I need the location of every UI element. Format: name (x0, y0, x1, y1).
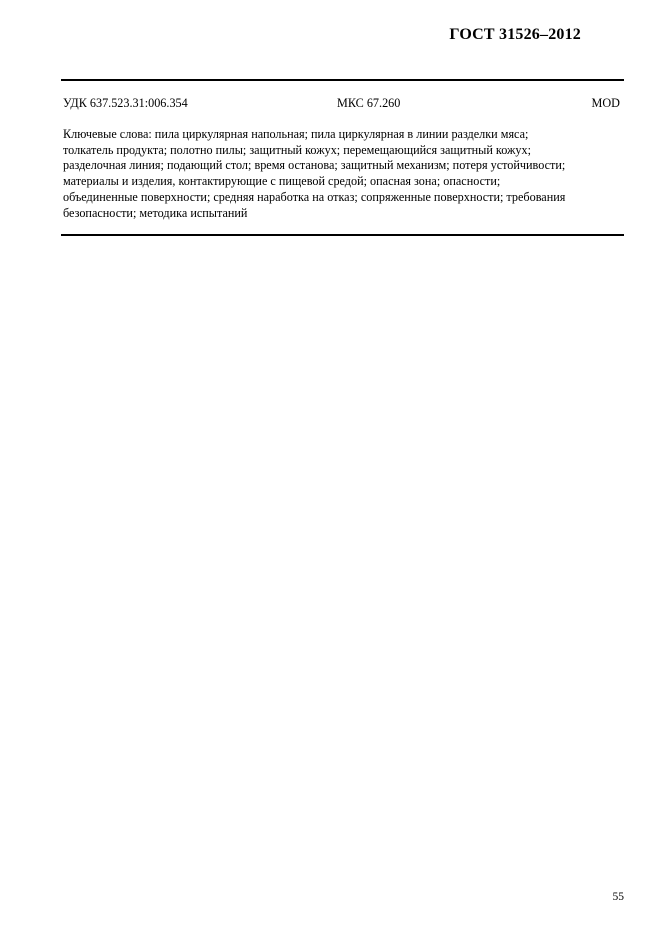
keywords-block (63, 127, 623, 221)
keywords-line: Ключевые слова: пила циркулярная напольная; пила циркулярная в линии разделки мяса; (63, 127, 529, 141)
udk-code: УДК 637.523.31:006.354 (63, 96, 188, 110)
keywords-line: разделочная линия; подающий стол; время останова; защитный механизм; потеря устойчивости; (63, 158, 566, 173)
keywords-line: толкатель продукта; полотно пилы; защитный кожух; перемещающийся защитный кожух; (63, 142, 532, 157)
top-rule (61, 79, 624, 81)
keywords-line: объединенные поверхности; средняя наработка на отказ; сопряженные поверхности; требования (63, 189, 566, 204)
keywords-line: материалы и изделия, контактирующие с пищевой средой; опасная зона; опасности; (63, 174, 501, 189)
classification-row (61, 96, 620, 112)
mod-label: MOD (591, 96, 620, 110)
mks-code: МКС 67.260 (337, 96, 401, 110)
keywords-line: безопасности; методика испытаний (63, 205, 248, 220)
page-number: 55 (612, 891, 624, 903)
document-code: ГОСТ 31526–2012 (449, 26, 581, 43)
bottom-rule (61, 234, 624, 236)
